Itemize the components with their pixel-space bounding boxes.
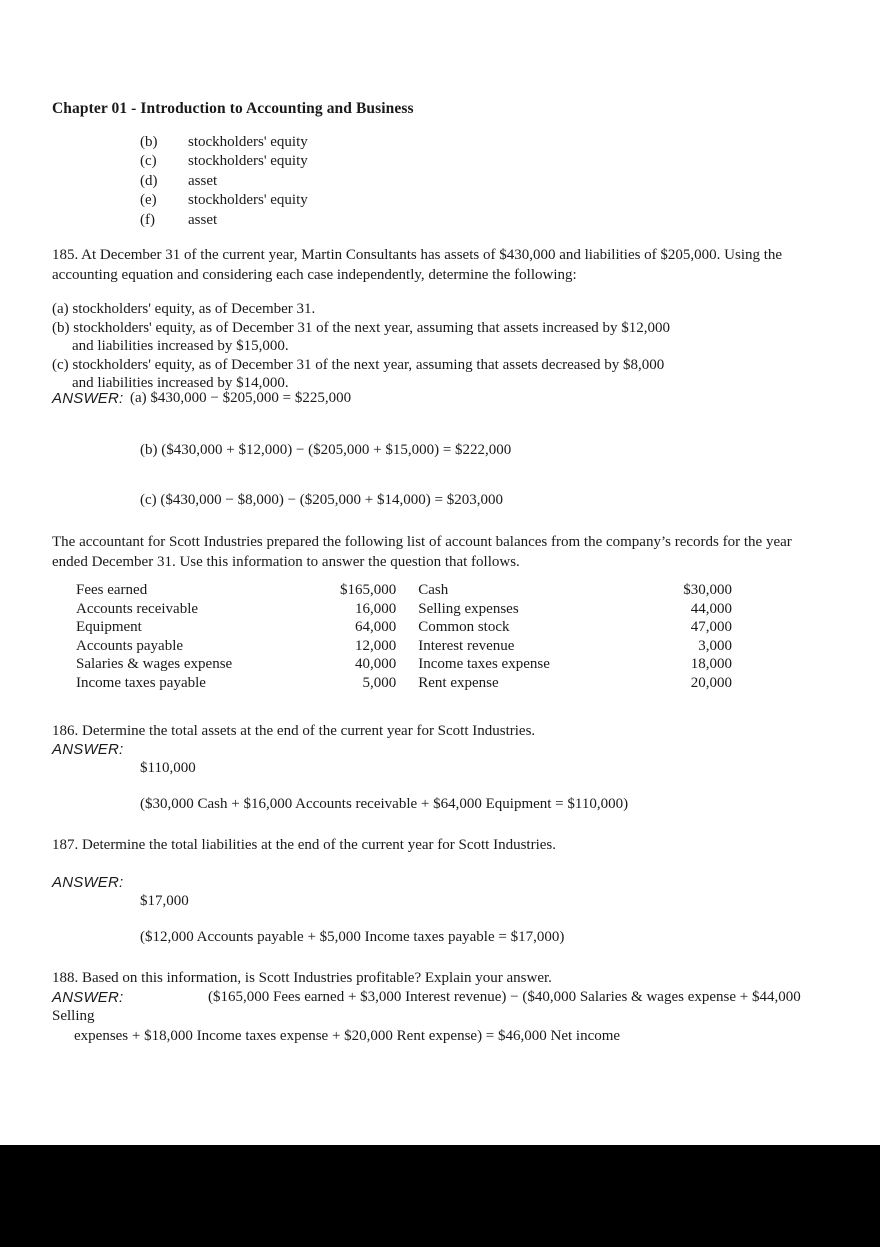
account-amount-left: 40,000 [355, 656, 397, 673]
list-item [140, 211, 560, 230]
list-item-label: (e) [140, 192, 157, 209]
list-item-label: (b) [140, 134, 158, 150]
account-name-left: Accounts payable [76, 637, 184, 654]
classification-list [140, 133, 560, 230]
account-name-left: Fees earned [76, 582, 148, 598]
account-balances-table [52, 581, 732, 693]
question-187-answer-value: $17,000 [140, 893, 189, 909]
account-name-right: Rent expense [418, 674, 499, 691]
scott-intro-line2: year ended December 31. Use this information to answer the question that follows. [52, 534, 792, 570]
account-name-right: Common stock [418, 619, 510, 636]
answer-label: ANSWER: [52, 989, 124, 1006]
question-186-prompt: 186. Determine the total assets at the end of the current year for Scott Industries. [52, 723, 536, 739]
answer-185-a-text: (a) $430,000 − $205,000 = $225,000 [130, 390, 352, 406]
list-item-value: stockholders' equity [188, 134, 308, 150]
list-item-label: (d) [140, 172, 158, 189]
scott-intro-line1: The accountant for Scott Industries prepared the following list of account balances from the company’s records for the [52, 534, 763, 550]
table-row [52, 581, 732, 600]
list-item [140, 172, 560, 191]
account-amount-right: 3,000 [698, 637, 732, 654]
list-item-value: stockholders' equity [188, 192, 308, 209]
question-187-prompt: 187. Determine the total liabilities at the end of the current year for Scott Industries. [52, 837, 557, 853]
question-188-answer-line1: ($165,000 Fees earned + $3,000 Interest revenue) − ($40,000 Salaries & wages expense + $44,000 Selling [52, 989, 801, 1025]
table-row [52, 637, 732, 656]
list-item-value: asset [188, 211, 218, 228]
list-item [140, 152, 560, 171]
question-185-answer-c: (c) ($430,000 − $8,000) − ($205,000 + $14,000) = $203,000 [140, 492, 503, 508]
account-amount-right: 18,000 [690, 656, 732, 673]
answer-label: ANSWER: [52, 390, 124, 407]
question-188-prompt: 188. Based on this information, is Scott Industries profitable? Explain your answer. [52, 970, 552, 986]
account-amount-right: 20,000 [690, 674, 732, 691]
account-name-left: Accounts receivable [76, 600, 199, 617]
table-row [52, 618, 732, 637]
list-item-value: stockholders' equity [188, 153, 308, 170]
question-185-answer-b: (b) ($430,000 + $12,000) − ($205,000 + $15,000) = $222,000 [140, 442, 512, 458]
question-188-answer-body [52, 989, 842, 1046]
question-185-prompt-line2: accounting equation and considering each case independently, determine the following: [52, 266, 577, 283]
list-item [140, 191, 560, 210]
question-185-part-c-line2: and liabilities increased by $14,000. [72, 375, 289, 392]
question-185-prompt [52, 246, 834, 285]
table-row [52, 655, 732, 674]
question-185-part-c-line1: (c) stockholders' equity, as of December 31 of the next year, assuming that assets decreased by $8,000 [52, 356, 665, 373]
list-item [140, 133, 560, 152]
question-185-parts [52, 300, 812, 393]
account-amount-left: 5,000 [362, 674, 397, 691]
account-amount-left: 16,000 [355, 600, 397, 617]
question-188-answer [52, 988, 842, 1046]
list-item-label: (f) [140, 211, 155, 228]
question-186-answer-label: ANSWER: [52, 741, 124, 758]
question-185-part-a: (a) stockholders' equity, as of December 31. [52, 301, 316, 317]
question-185-prompt-line1: 185. At December 31 of the current year, Martin Consultants has assets of $430,000 and liabilities of $205,000. Using the [52, 247, 783, 263]
account-name-right: Income taxes expense [418, 656, 550, 673]
account-amount-left: 64,000 [355, 619, 397, 636]
account-name-left: Equipment [76, 619, 142, 636]
account-amount-right: 44,000 [690, 600, 732, 617]
table-row [52, 674, 732, 693]
question-187-answer-label: ANSWER: [52, 874, 124, 891]
list-item-value: asset [188, 172, 218, 189]
page-header-title: Chapter 01 - Introduction to Accounting and Business [52, 100, 414, 117]
account-name-right: Selling expenses [418, 600, 519, 617]
scott-industries-intro [52, 533, 812, 572]
account-name-left: Salaries & wages expense [76, 656, 233, 673]
account-amount-left: 12,000 [355, 637, 397, 654]
account-amount-right: 47,000 [690, 619, 732, 636]
question-188-answer-line2: expenses + $18,000 Income taxes expense + $20,000 Rent expense) = $46,000 Net income [74, 1027, 621, 1044]
question-187-answer-work: ($12,000 Accounts payable + $5,000 Income taxes payable = $17,000) [140, 929, 565, 945]
bottom-black-bar [0, 1145, 880, 1247]
question-186-answer-work: ($30,000 Cash + $16,000 Accounts receivable + $64,000 Equipment = $110,000) [140, 796, 629, 812]
list-item-label: (c) [140, 153, 157, 170]
question-185-answer-a [52, 390, 351, 407]
account-amount-left: $165,000 [340, 582, 397, 598]
account-name-right: Cash [418, 582, 449, 598]
account-name-left: Income taxes payable [76, 674, 206, 691]
account-name-right: Interest revenue [418, 637, 515, 654]
table-row [52, 600, 732, 619]
question-186-answer-value: $110,000 [140, 760, 196, 776]
question-185-part-b-line2: and liabilities increased by $15,000. [72, 338, 289, 355]
question-185-part-b-line1: (b) stockholders' equity, as of December 31 of the next year, assuming that assets increased by $12,000 [52, 319, 671, 336]
account-amount-right: $30,000 [683, 582, 732, 598]
